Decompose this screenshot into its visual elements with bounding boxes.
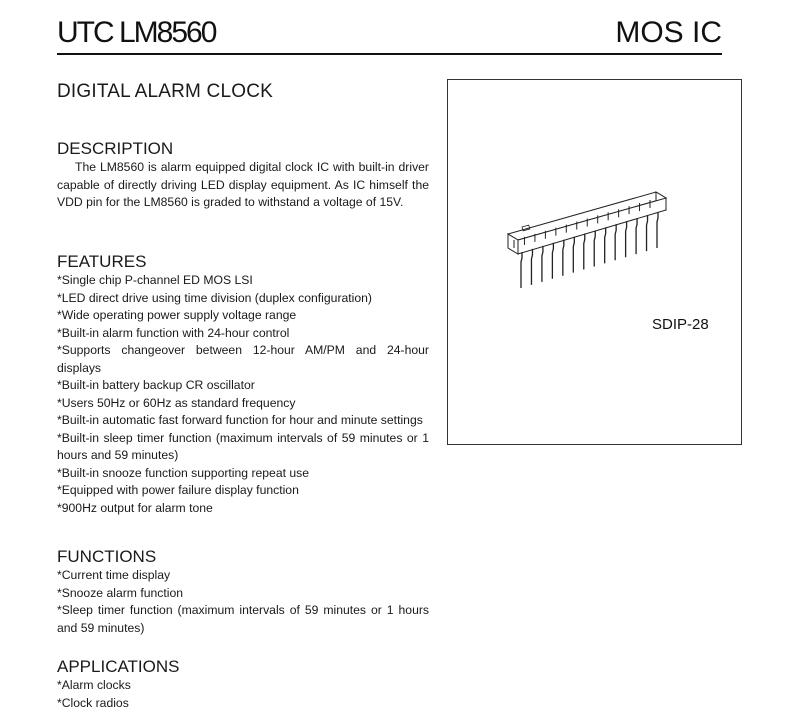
list-item: *Alarm clocks <box>57 678 131 692</box>
list-item: *Single chip P-channel ED MOS LSI <box>57 273 253 287</box>
list-item: *Sleep timer function (maximum intervals of 59 minutes or 1 hours and 59 minutes) <box>57 603 429 635</box>
list-item: *LED direct drive using time division (duplex configuration) <box>57 290 372 305</box>
description-section <box>57 139 429 212</box>
applications-section <box>57 657 429 712</box>
page-title: DIGITAL ALARM CLOCK <box>57 81 274 102</box>
list-item: *Clock radios <box>57 695 129 710</box>
applications-list <box>57 677 429 712</box>
chip-pin <box>531 249 532 285</box>
list-item: *Built-in sleep timer function (maximum intervals of 59 minutes or 1 hours and 59 minutes) <box>57 430 429 462</box>
chip-pin <box>584 234 585 270</box>
header-category: MOS IC <box>615 16 722 49</box>
list-item: *Equipped with power failure display function <box>57 483 299 497</box>
list-item: *Built-in snooze function supporting repeat use <box>57 465 310 480</box>
functions-heading: FUNCTIONS <box>57 547 157 566</box>
list-item: *Supports changeover between 12-hour AM/PM and 24-hour displays <box>57 343 429 375</box>
header-part-number: UTC LM8560 <box>57 16 216 49</box>
list-item: *Current time display <box>57 568 171 582</box>
chip-pin <box>657 212 658 248</box>
list-item: *Wide operating power supply voltage range <box>57 308 297 322</box>
applications-heading: APPLICATIONS <box>57 657 180 676</box>
description-text: The LM8560 is alarm equipped digital clock IC with built-in driver capable of directly driving LED display equipment. As IC himself the VDD pin for the LM8560 is graded to withstand a voltage of 15V. <box>57 160 429 209</box>
chip-pin <box>552 243 553 279</box>
chip-pin <box>636 218 637 254</box>
functions-list <box>57 567 429 637</box>
chip-pin <box>594 230 595 266</box>
list-item: *Snooze alarm function <box>57 585 184 600</box>
features-section <box>57 252 429 517</box>
list-item: *Built-in alarm function with 24-hour control <box>57 325 290 340</box>
package-figure <box>447 79 742 445</box>
list-item: *Built-in automatic fast forward function for hour and minute settings <box>57 413 423 427</box>
chip-pin <box>542 246 543 282</box>
chip-pin <box>615 224 616 260</box>
chip-pin <box>605 227 606 263</box>
dip-chip-icon <box>506 190 681 300</box>
chip-pin <box>647 215 648 251</box>
chip-pin <box>626 221 627 257</box>
list-item: *Users 50Hz or 60Hz as standard frequency <box>57 395 296 410</box>
chip-pin <box>563 240 564 276</box>
header-divider <box>57 53 722 55</box>
list-item: *Built-in battery backup CR oscillator <box>57 378 255 392</box>
list-item: *900Hz output for alarm tone <box>57 500 213 515</box>
chip-pin <box>521 252 522 288</box>
chip-pin <box>573 237 574 273</box>
package-label: SDIP-28 <box>652 316 709 333</box>
features-list <box>57 272 429 517</box>
description-heading: DESCRIPTION <box>57 139 174 158</box>
functions-section <box>57 547 429 637</box>
features-heading: FEATURES <box>57 252 147 271</box>
